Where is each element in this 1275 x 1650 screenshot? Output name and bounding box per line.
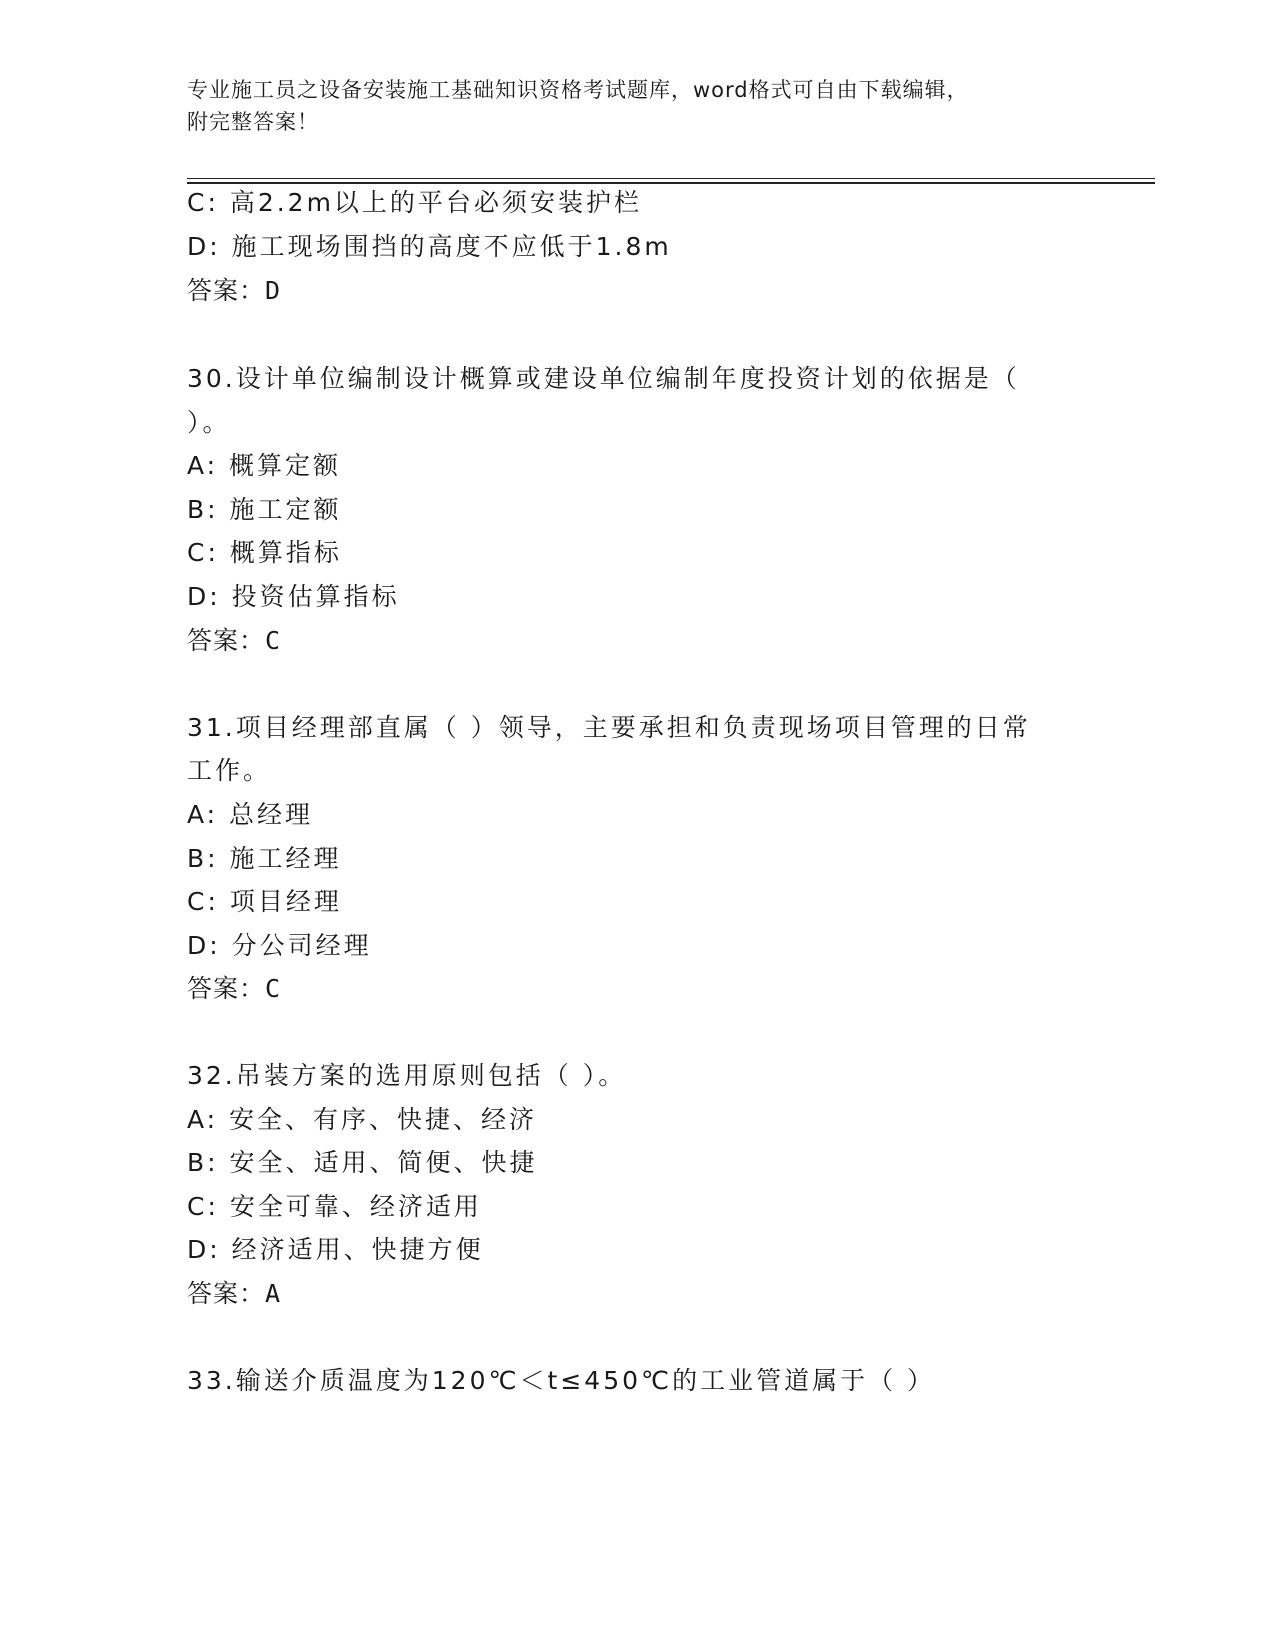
q30-question-line-2: ）。 <box>187 408 231 437</box>
q30-option-a: A: 概算定额 <box>187 451 342 480</box>
q32-option-b: B: 安全、适用、简便、快捷 <box>187 1148 538 1177</box>
q32-question-line-1: 32.吊装方案的选用原则包括（ ）。 <box>187 1061 627 1090</box>
q31-option-c: C: 项目经理 <box>187 887 342 916</box>
q29-option-c: C: 高2.2m以上的平台必须安装护栏 <box>187 188 642 217</box>
header-divider-bottom <box>187 182 1155 184</box>
q30-option-d: D: 投资估算指标 <box>187 582 400 611</box>
header-line-1: 专业施工员之设备安装施工基础知识资格考试题库，word格式可自由下载编辑， <box>187 78 969 102</box>
q29-answer: 答案：D <box>187 276 282 305</box>
q32-option-c: C: 安全可靠、经济适用 <box>187 1192 482 1221</box>
header-line-2: 附完整答案！ <box>187 110 319 134</box>
q31-question-line-1: 31.项目经理部直属（ ）领导，主要承担和负责现场项目管理的日常 <box>187 713 1031 742</box>
q31-option-a: A: 总经理 <box>187 800 314 829</box>
q32-option-d: D: 经济适用、快捷方便 <box>187 1235 484 1264</box>
q32-answer: 答案：A <box>187 1279 282 1308</box>
q30-option-c: C: 概算指标 <box>187 538 342 567</box>
header-divider-top <box>187 178 1155 179</box>
q30-option-b: B: 施工定额 <box>187 495 342 524</box>
q31-answer: 答案：C <box>187 974 282 1003</box>
q30-answer: 答案：C <box>187 626 282 655</box>
document-header <box>187 74 1067 138</box>
q29-option-d: D: 施工现场围挡的高度不应低于1.8m <box>187 232 672 261</box>
q33-question-line-1: 33.输送介质温度为120℃＜t≤450℃的工业管道属于（ ） <box>187 1366 936 1395</box>
q32-option-a: A: 安全、有序、快捷、经济 <box>187 1105 538 1134</box>
q30-question-line-1: 30.设计单位编制设计概算或建设单位编制年度投资计划的依据是（ <box>187 364 1020 393</box>
q31-option-d: D: 分公司经理 <box>187 931 372 960</box>
q31-option-b: B: 施工经理 <box>187 844 342 873</box>
q31-question-line-2: 工作。 <box>187 756 272 785</box>
